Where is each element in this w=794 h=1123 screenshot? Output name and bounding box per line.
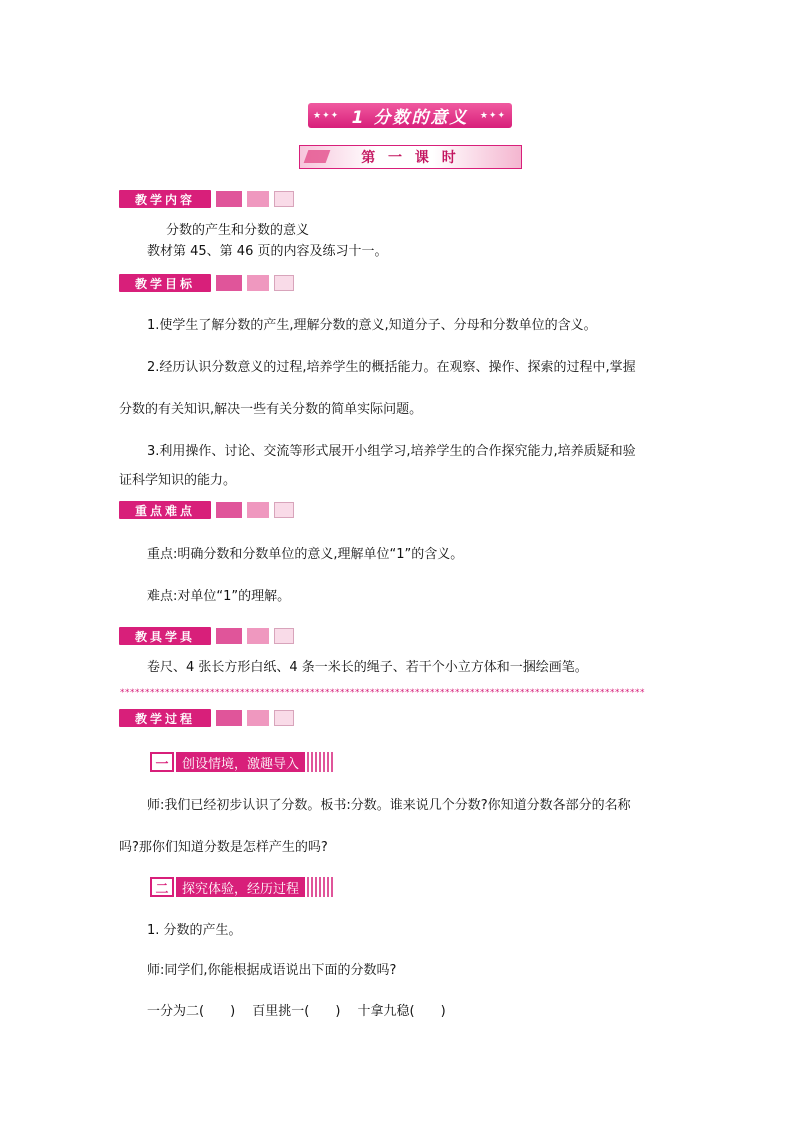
square-decoration-icon — [274, 275, 294, 291]
square-decoration-icon — [274, 191, 294, 207]
square-decoration-icon — [247, 628, 269, 644]
square-decoration-icon — [274, 502, 294, 518]
lesson-title: 1 分数的意义 — [351, 108, 469, 128]
step-heading-2 — [150, 877, 335, 897]
square-decoration-icon — [216, 628, 242, 644]
section-tag-tools — [119, 627, 294, 645]
goal-line: 1.使学生了解分数的产生,理解分数的意义,知道分子、分母和分数单位的含义。 — [147, 318, 597, 333]
stripe-decoration-icon — [307, 752, 335, 772]
tools-line: 卷尺、4 张长方形白纸、4 条一米长的绳子、若干个小立方体和一捆绘画笔。 — [147, 660, 588, 675]
step-title: 探究体验，经历过程 — [176, 877, 305, 897]
lesson-title-banner — [308, 103, 512, 128]
star-decoration-icon: ★✦✦ — [479, 111, 506, 121]
process-line: 师:我们已经初步认识了分数。板书:分数。谁来说几个分数?你知道分数各部分的名称 — [147, 798, 631, 813]
step-title: 创设情境，激趣导入 — [176, 752, 305, 772]
square-decoration-icon — [216, 191, 242, 207]
section-tag-label: 教学内容 — [119, 190, 211, 208]
step-heading-1 — [150, 752, 335, 772]
square-decoration-icon — [247, 710, 269, 726]
star-decoration-icon: ★✦✦ — [313, 111, 340, 121]
key-point-line: 重点:明确分数和分数单位的意义,理解单位“1”的含义。 — [147, 547, 464, 562]
stripe-decoration-icon — [307, 877, 335, 897]
step-number: 二 — [150, 877, 174, 897]
lesson-period-label — [299, 145, 522, 169]
star-divider: ********************************************************************************************************* — [120, 688, 645, 698]
square-decoration-icon — [247, 191, 269, 207]
section-tag-label: 重点难点 — [119, 501, 211, 519]
decorative-bar-icon — [304, 150, 331, 163]
goal-line: 分数的有关知识,解决一些有关分数的简单实际问题。 — [119, 402, 423, 417]
square-decoration-icon — [247, 275, 269, 291]
section-tag-label: 教具学具 — [119, 627, 211, 645]
section-tag-label: 教学目标 — [119, 274, 211, 292]
section-tag-label: 教学过程 — [119, 709, 211, 727]
step-number: 一 — [150, 752, 174, 772]
process-line: 1. 分数的产生。 — [147, 923, 242, 938]
key-point-line: 难点:对单位“1”的理解。 — [147, 589, 291, 604]
lesson-period-text: 第 一 课 时 — [361, 150, 460, 166]
process-line: 师:同学们,你能根据成语说出下面的分数吗? — [147, 963, 397, 978]
square-decoration-icon — [216, 710, 242, 726]
section-tag-content — [119, 190, 294, 208]
goal-line: 3.利用操作、讨论、交流等形式展开小组学习,培养学生的合作探究能力,培养质疑和验 — [147, 444, 636, 459]
content-line: 分数的产生和分数的意义 — [166, 223, 310, 238]
section-tag-process — [119, 709, 294, 727]
process-line: 吗?那你们知道分数是怎样产生的吗? — [119, 840, 328, 855]
square-decoration-icon — [274, 628, 294, 644]
content-line: 教材第 45、第 46 页的内容及练习十一。 — [147, 244, 388, 259]
square-decoration-icon — [216, 275, 242, 291]
square-decoration-icon — [216, 502, 242, 518]
section-tag-goals — [119, 274, 294, 292]
goal-line: 2.经历认识分数意义的过程,培养学生的概括能力。在观察、操作、探索的过程中,掌握 — [147, 360, 636, 375]
process-line: 一分为二( ) 百里挑一( ) 十拿九稳( ) — [147, 1004, 446, 1019]
square-decoration-icon — [274, 710, 294, 726]
square-decoration-icon — [247, 502, 269, 518]
goal-line: 证科学知识的能力。 — [119, 473, 237, 488]
section-tag-key-points — [119, 501, 294, 519]
